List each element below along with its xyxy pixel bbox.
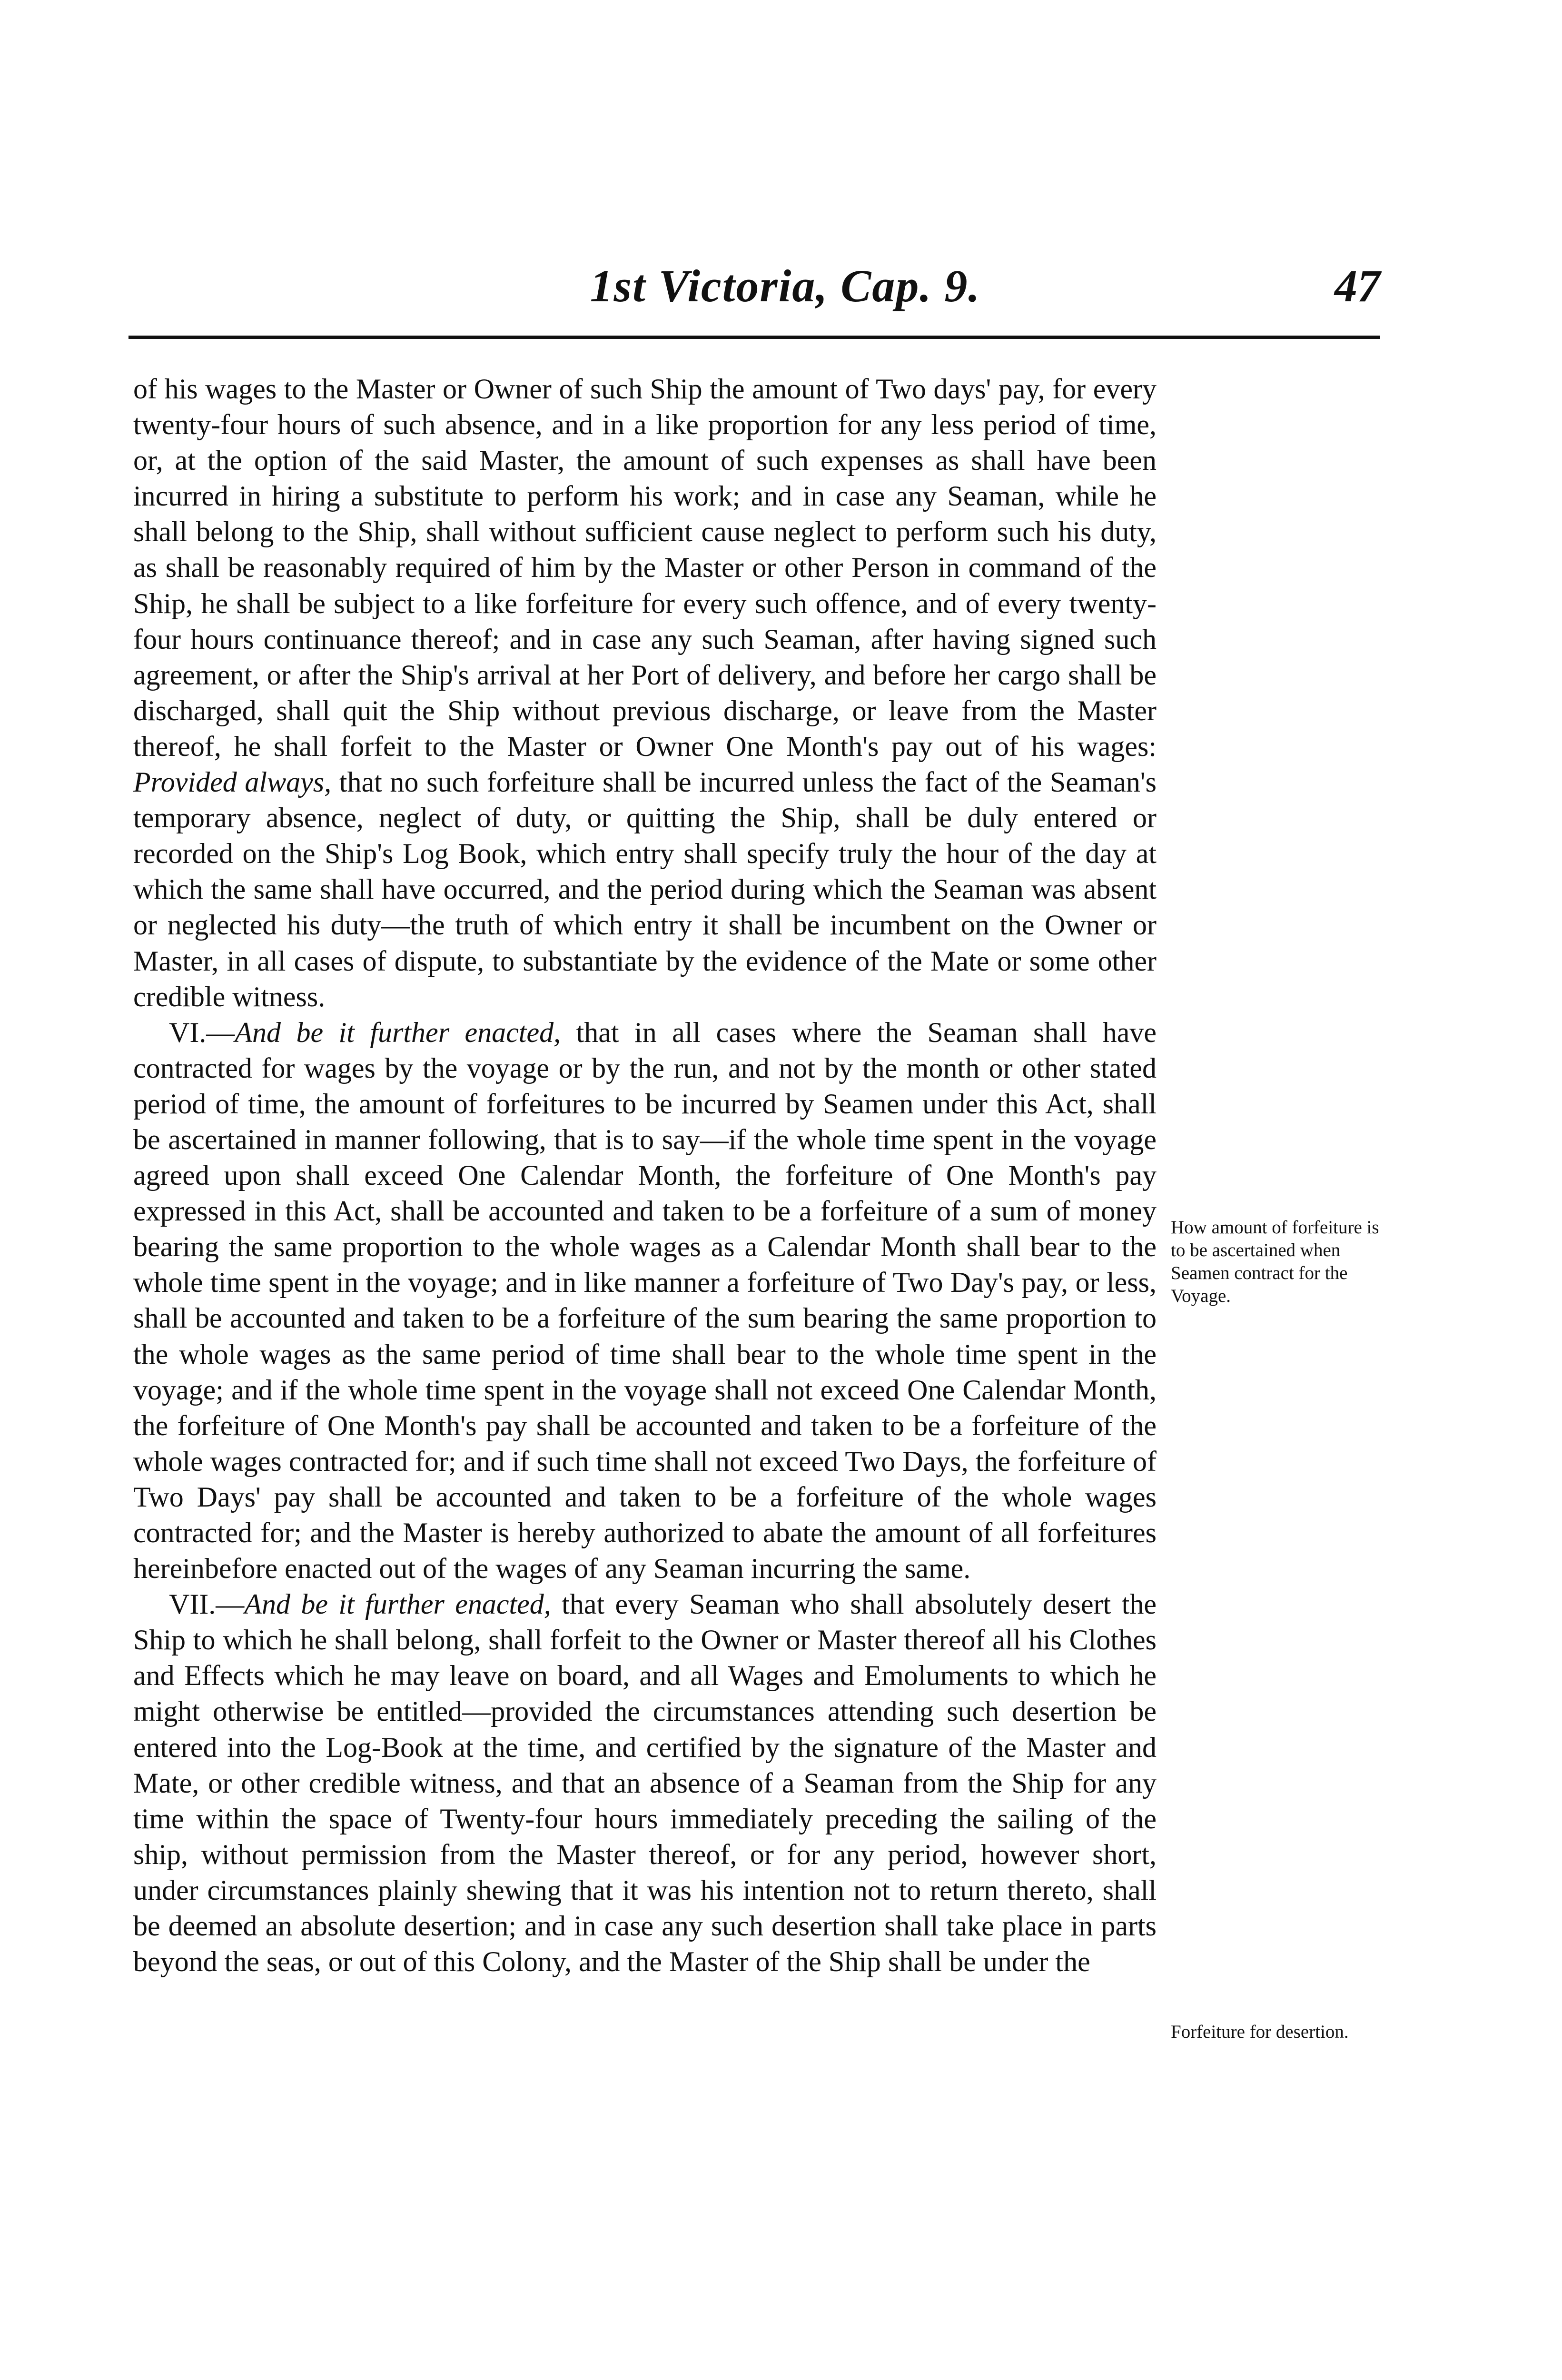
section-text: that every Seaman who shall absolutely desert the Ship to which he shall belong, shall forfeit to the Owner or Master thereof all his Clothes and Effects which he may leave on board, and all Wages and Emoluments to which he might otherwise be entitled—provided the circumstances attending such desertion be entered into the Log-Book at the time, and certified by the signature of the Master and Mate, or other credible witness, and that an absence of a Seaman from the Ship for any time within the space of Twenty-four hours immediately preceding the sailing of the ship, without permission from the Master thereof, or for any period, however short, under circumstances plainly shewing that it was his intention not to return thereto, shall be deemed an absolute desertion; and in case any such desertion shall take place in parts beyond the seas, or out of this Colony, and the Master of the Ship shall be under the: [133, 1588, 1157, 1978]
paragraph-continuation: [133, 371, 1157, 1015]
body-text: [133, 371, 1157, 1980]
section-number: VII.—: [169, 1588, 245, 1620]
section-heading: And be it further enacted,: [244, 1588, 551, 1620]
proviso-italic: Provided always,: [133, 766, 332, 798]
running-head-title: 1st Victoria, Cap. 9.: [590, 260, 981, 311]
paragraph-text-after: that no such forfeiture shall be incurred unless the fact of the Seaman's temporary absence, neglect of duty, or quitting the Ship, shall be duly entered or recorded on the Ship's Log Book, which entry shall specify truly the hour of the day at which the same shall have occurred, and the period during which the Seaman was absent or neglected his duty—the truth of which entry it shall be incumbent on the Owner or Master, in all cases of dispute, to substantiate by the evidence of the Mate or some other credible witness.: [133, 766, 1157, 1012]
margin-note-forfeiture-voyage: How amount of forfeiture is to be ascertained when Seamen contract for the Voyage.: [1171, 1217, 1379, 1306]
margin-note-desertion: Forfeiture for desertion.: [1171, 2022, 1349, 2042]
section-number: VI.—: [169, 1016, 235, 1048]
section-text: that in all cases where the Seaman shall have contracted for wages by the voyage or by the run, and not by the month or other stated period of time, the amount of forfeitures to be incurred by Seamen under this Act, shall be ascertained in manner following, that is to say—if the whole time spent in the voyage agreed upon shall exceed One Calendar Month, the forfeiture of One Month's pay expressed in this Act, shall be accounted and taken to be a forfeiture of a sum of money bearing the same proportion to the whole wages as a Calendar Month shall bear to the whole time spent in the voyage; and in like manner a forfeiture of Two Day's pay, or less, shall be accounted and taken to be a forfeiture of the sum bearing the same proportion to the whole wages as the same period of time shall bear to the whole time spent in the voyage; and if the whole time spent in the voyage shall not exceed One Calendar Month, the forfeiture of One Month's pay shall be accounted and taken to be a forfeiture of the whole wages contracted for; and if such time shall not exceed Two Days, the forfeiture of Two Days' pay shall be accounted and taken to be a forfeiture of the whole wages contracted for; and the Master is hereby authorized to abate the amount of all forfeitures hereinbefore enacted out of the wages of any Seaman incurring the same.: [133, 1016, 1157, 1585]
header-rule: [129, 336, 1380, 339]
running-head: [0, 259, 1562, 317]
section-heading: And be it further enacted,: [235, 1016, 561, 1048]
section-vi: [133, 1015, 1157, 1587]
section-vii: [133, 1587, 1157, 1980]
page-number: 47: [1335, 260, 1380, 311]
paragraph-text: of his wages to the Master or Owner of such Ship the amount of Two days' pay, for every twenty-four hours of such absence, and in a like proportion for any less period of time, or, at the option of the said Master, the amount of such expenses as shall have been incurred in hiring a substitute to perform his work; and in case any Seaman, while he shall belong to the Ship, shall without sufficient cause neglect to perform such his duty, as shall be reasonably required of him by the Master or other Person in command of the Ship, he shall be subject to a like forfeiture for every such offence, and of every twenty-four hours continuance thereof; and in case any such Seaman, after having signed such agreement, or after the Ship's arrival at her Port of delivery, and before her cargo shall be discharged, shall quit the Ship without previous discharge, or leave from the Master thereof, he shall forfeit to the Master or Owner One Month's pay out of his wages:: [133, 373, 1157, 762]
